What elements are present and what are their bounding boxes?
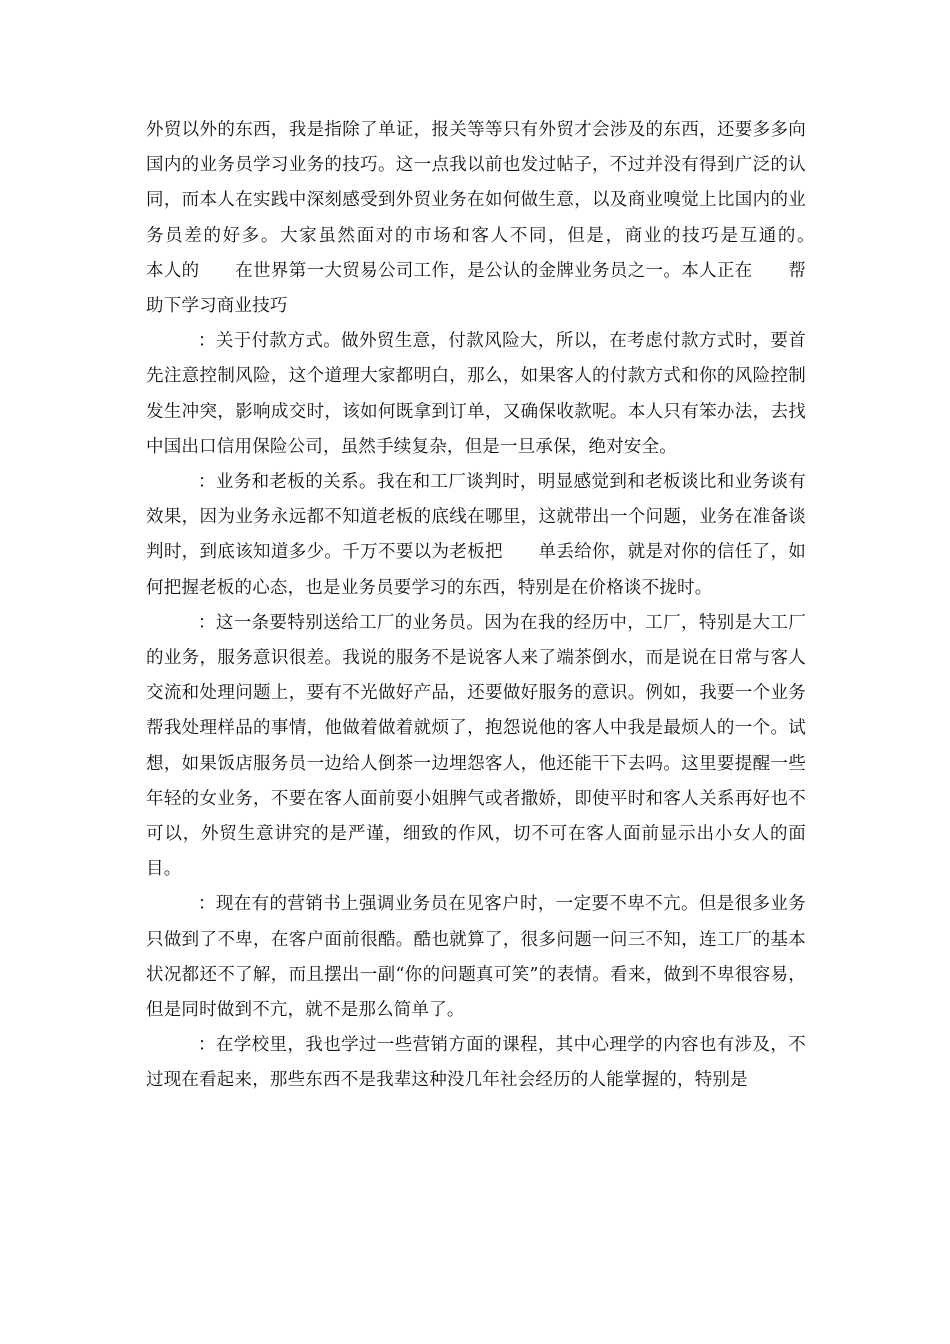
paragraph-attitude: ：现在有的营销书上强调业务员在见客户时，一定要不卑不亢。但是很多业务只做到了不卑，在客户面前很酷。酷也就算了，很多问题一问三不知，连工厂的基本状况都还不了解，而且摆出一副“你的问题真可笑”的表情。看来，做到不卑很容易，但是同时做到不亢，就不是那么简单了。 [146,894,806,1021]
paragraph-service-awareness: ：这一条要特别送给工厂的业务员。因为在我的经历中，工厂，特别是大工厂的业务，服务意识很差。我说的服务不是说客人来了端茶倒水，而是说在日常与客人交流和处理问题上，要有不光做好产品，还要做好服务的意识。例如，我要一个业务帮我处理样品的事情，他做着做着就烦了，抱怨说他的客人中我是最烦人的一个。试想，如果饭店服务员一边给人倒茶一边埋怨客人，他还能干下去吗。这里要提醒一些年轻的女业务，不要在客人面前耍小姐脾气或者撒娇，即使平时和客人关系再好也不可以，外贸生意讲究的是严谨，细致的作风，切不可在客人面前显示出小女人的面目。 [146,612,806,880]
document-body [146,113,842,1099]
paragraph-psychology: ：在学校里，我也学过一些营销方面的课程，其中心理学的内容也有涉及，不过现在看起来，那些东西不是我辈这种没几年社会经历的人能掌握的，特别是 [146,1035,806,1091]
paragraph-intro: 外贸以外的东西，我是指除了单证，报关等等只有外贸才会涉及的东西，还要多多向国内的业务员学习业务的技巧。这一点我以前也发过帖子，不过并没有得到广泛的认同，而本人在实践中深刻感受到外贸业务在如何做生意，以及商业嗅觉上比国内的业务员差的好多。大家虽然面对的市场和客人不同，但是，商业的技巧是互通的。 本人的 在世界第一大贸易公司工作，是公认的金牌业务员之一。本人正在 帮助下学习商业技巧 [146,120,842,317]
paragraph-payment-method: ：关于付款方式。做外贸生意，付款风险大，所以，在考虑付款方式时，要首先注意控制风险，这个道理大家都明白，那么，如果客人的付款方式和你的风险控制发生冲突，影响成交时，该如何既拿到订单，又确保收款呢。本人只有笨办法，去找中国出口信用保险公司，虽然手续复杂，但是一旦承保，绝对安全。 [146,331,806,457]
paragraph-boss-relation: ：业务和老板的关系。我在和工厂谈判时，明显感觉到和老板谈比和业务谈有效果，因为业务永远都不知道老板的底线在哪里，这就带出一个问题，业务在准备谈判时，到底该知道多少。千万不要以为老板把 单丢给你，就是对你的信任了，如何把握老板的心态，也是业务员要学习的东西，特别是在价格谈不拢时。 [146,472,806,598]
